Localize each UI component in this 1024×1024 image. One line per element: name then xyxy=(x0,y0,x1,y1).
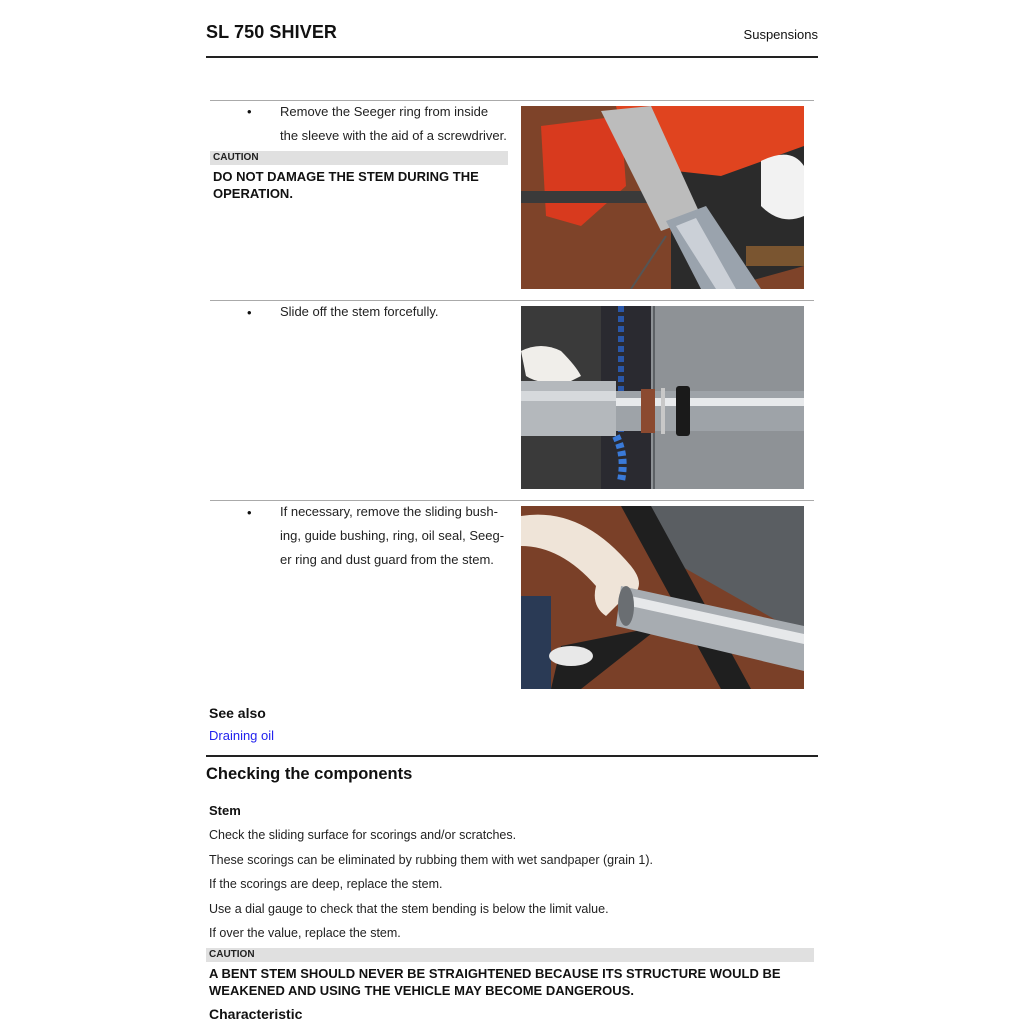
photo-stem-with-rings xyxy=(521,306,804,489)
paragraph: Check the sliding surface for scorings and/or scratches. xyxy=(209,828,517,842)
bullet: • xyxy=(247,505,252,520)
caution-text xyxy=(213,168,513,202)
caution-line: WEAKENED AND USING THE VEHICLE MAY BECOME DANGEROUS. xyxy=(209,983,634,998)
see-also-heading: See also xyxy=(209,705,266,721)
step-line: er ring and dust guard from the stem. xyxy=(280,552,494,567)
bullet: • xyxy=(247,104,252,119)
manual-title: SL 750 SHIVER xyxy=(206,22,338,42)
caution-text xyxy=(209,965,819,999)
paragraph: Use a dial gauge to check that the stem bending is below the limit value. xyxy=(209,902,609,916)
step-line: Slide off the stem forcefully. xyxy=(280,304,439,319)
characteristic-heading: Characteristic xyxy=(209,1006,303,1022)
step-text xyxy=(280,300,512,324)
section-name: Suspensions xyxy=(743,27,818,42)
caution-label: CAUTION xyxy=(210,151,508,165)
caution-label: CAUTION xyxy=(206,948,814,962)
paragraph: These scorings can be eliminated by rubbing them with wet sandpaper (grain 1). xyxy=(209,853,653,867)
bullet: • xyxy=(247,305,252,320)
photo-fork-sleeve-in-vice xyxy=(521,106,804,289)
paragraph: If the scorings are deep, replace the stem. xyxy=(209,877,443,891)
caution-line: A BENT STEM SHOULD NEVER BE STRAIGHTENED BECAUSE ITS STRUCTURE WOULD BE xyxy=(209,966,781,981)
draining-oil-link[interactable]: Draining oil xyxy=(209,728,275,743)
header-divider xyxy=(206,56,818,58)
step-line: ing, guide bushing, ring, oil seal, Seeg- xyxy=(280,528,505,543)
subsection-title: Stem xyxy=(209,803,241,818)
caution-line: DO NOT DAMAGE THE STEM DURING THE xyxy=(213,169,479,184)
section-title: Checking the components xyxy=(206,765,413,783)
step-line: If necessary, remove the sliding bush- xyxy=(280,504,498,519)
caution-line: OPERATION. xyxy=(213,186,293,201)
paragraph: If over the value, replace the stem. xyxy=(209,926,401,940)
step-text xyxy=(280,500,512,572)
step-line: Remove the Seeger ring from inside xyxy=(280,104,489,119)
step-text xyxy=(280,100,512,148)
photo-hand-holding-stem xyxy=(521,506,804,689)
section-divider xyxy=(206,755,818,757)
step-line: the sleeve with the aid of a screwdriver. xyxy=(280,128,507,143)
